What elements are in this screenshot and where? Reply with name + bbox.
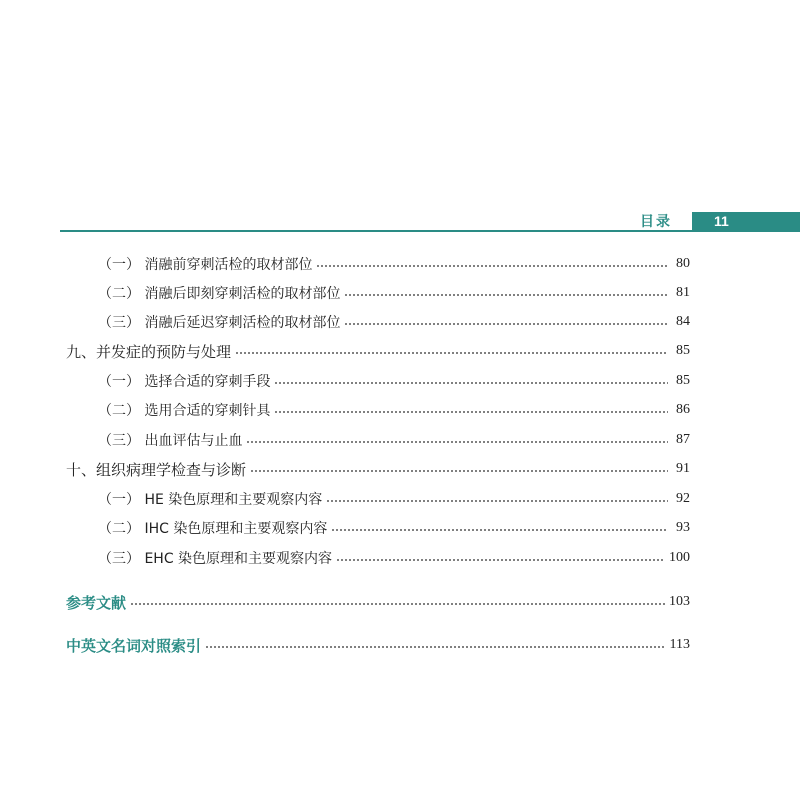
leader-dots xyxy=(246,441,668,443)
toc-entry-page: 84 xyxy=(676,314,690,329)
toc-entry-page: 86 xyxy=(676,402,690,417)
toc-entry-page: 92 xyxy=(676,491,690,506)
leader-dots xyxy=(331,529,668,531)
toc-entry-page: 81 xyxy=(676,285,690,300)
leader-dots xyxy=(336,559,665,561)
leader-dots xyxy=(316,265,668,267)
toc-entry-title: （一） HE 染色原理和主要观察内容 xyxy=(98,492,323,508)
toc-entry[interactable] xyxy=(98,311,690,333)
toc-entry[interactable] xyxy=(98,517,690,539)
leader-dots xyxy=(130,603,665,605)
leader-dots xyxy=(344,323,668,325)
toc-entry-title: （二） IHC 染色原理和主要观察内容 xyxy=(98,521,328,537)
toc-entry-title: （三） 出血评估与止血 xyxy=(98,433,243,449)
toc-entry-page: 85 xyxy=(676,373,690,388)
toc-entry-page: 80 xyxy=(676,256,690,271)
toc-entry-title: （一） 消融前穿刺活检的取材部位 xyxy=(98,257,313,273)
toc-entry-page: 113 xyxy=(669,637,690,652)
toc-entry[interactable] xyxy=(98,282,690,304)
toc-entry-page: 91 xyxy=(676,461,690,476)
page-number-tab: 11 xyxy=(692,212,800,231)
toc-entry-title: 九、并发症的预防与处理 xyxy=(66,342,232,361)
leader-dots xyxy=(274,382,668,384)
toc-entry-title: （二） 选用合适的穿刺针具 xyxy=(98,403,271,419)
leader-dots xyxy=(235,352,668,354)
toc-entry-page: 85 xyxy=(676,343,690,358)
toc-entry-title: （三） 消融后延迟穿刺活检的取材部位 xyxy=(98,315,341,331)
toc-entry[interactable] xyxy=(98,547,690,569)
toc-entry[interactable] xyxy=(98,399,690,421)
toc-entry-page: 93 xyxy=(676,520,690,535)
toc-entry-title: 十、组织病理学检查与诊断 xyxy=(66,460,247,479)
leader-dots xyxy=(274,411,668,413)
toc-entry-title: （二） 消融后即刻穿刺活检的取材部位 xyxy=(98,286,341,302)
toc-entry[interactable] xyxy=(98,253,690,275)
toc-entry[interactable] xyxy=(98,488,690,510)
toc-entry-page: 103 xyxy=(669,594,690,609)
leader-dots xyxy=(205,646,666,648)
toc-chapter[interactable] xyxy=(66,458,690,480)
section-label: 目录 xyxy=(640,214,672,230)
toc-chapter[interactable] xyxy=(66,340,690,362)
leader-dots xyxy=(344,294,668,296)
toc-entry-title: 中英文名词对照索引 xyxy=(66,636,202,655)
toc-entry-page: 100 xyxy=(669,550,690,565)
toc-entry[interactable] xyxy=(98,429,690,451)
leader-dots xyxy=(250,470,668,472)
toc-references[interactable] xyxy=(66,591,690,613)
toc-entry-title: （一） 选择合适的穿刺手段 xyxy=(98,374,271,390)
toc-entry-title: 参考文献 xyxy=(66,593,127,612)
toc-entry[interactable] xyxy=(98,370,690,392)
toc-entry-title: （三） EHC 染色原理和主要观察内容 xyxy=(98,551,333,567)
toc-entry-page: 87 xyxy=(676,432,690,447)
leader-dots xyxy=(326,500,668,502)
toc-index[interactable] xyxy=(66,634,690,656)
